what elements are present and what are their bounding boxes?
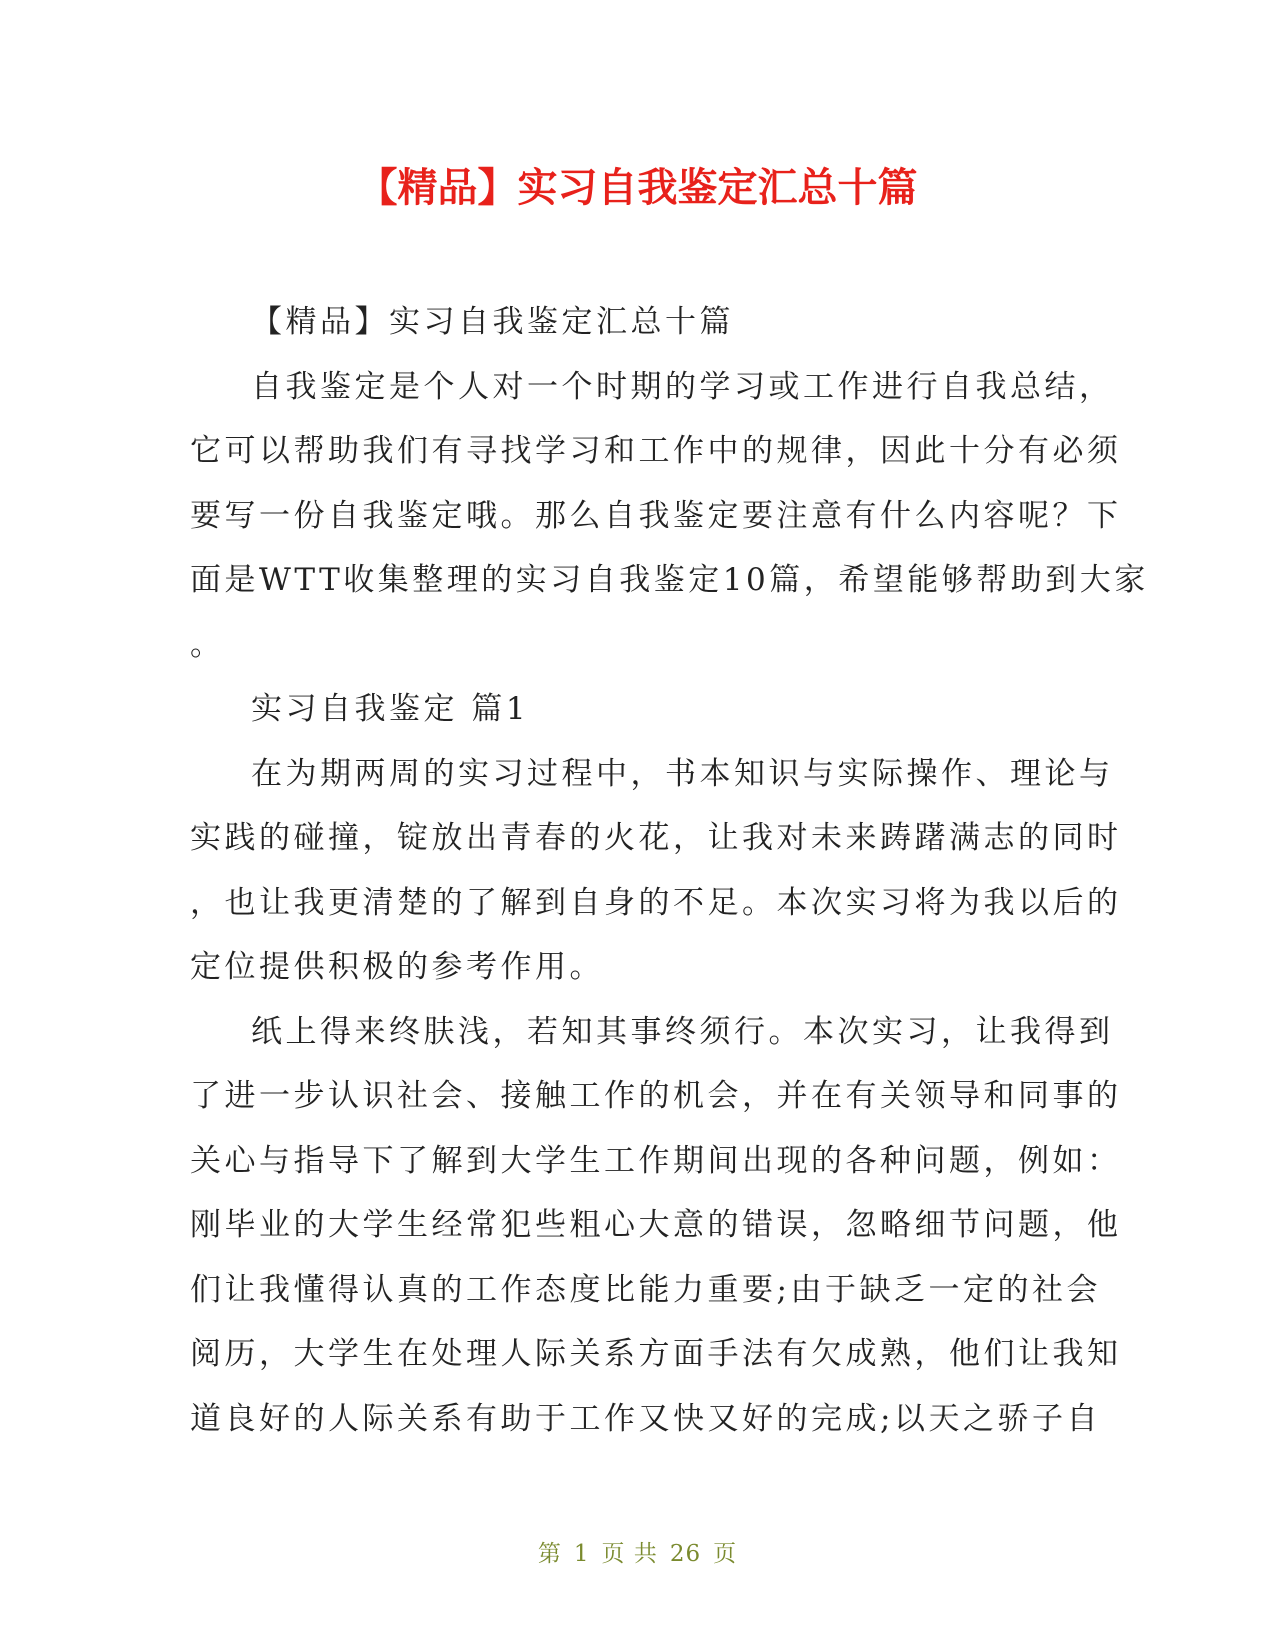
paragraph-line: 关心与指导下了解到大学生工作期间出现的各种问题，例如：: [190, 1142, 1122, 1179]
document-title: 【精品】实习自我鉴定汇总十篇: [357, 165, 918, 211]
paragraph-line: 在为期两周的实习过程中，书本知识与实际操作、理论与: [251, 755, 1114, 792]
footer-current-page: 1: [573, 1541, 590, 1567]
paragraph-line: 道良好的人际关系有助于工作又快又好的完成;以天之骄子自: [190, 1400, 1101, 1437]
document-body: [190, 290, 1149, 1451]
paragraph-line: 纸上得来终肤浅，若知其事终须行。本次实习，让我得到: [251, 1013, 1114, 1050]
paragraph-line: 了进一步认识社会、接触工作的机会，并在有关领导和同事的: [190, 1078, 1122, 1114]
paragraph-line: 面是WTT收集整理的实习自我鉴定10篇，希望能够帮助到大家: [190, 562, 1149, 598]
paragraph-line: 们让我懂得认真的工作态度比能力重要;由于缺乏一定的社会: [190, 1271, 1101, 1308]
paragraph-line: 阅历，大学生在处理人际关系方面手法有欠成熟，他们让我知: [190, 1336, 1122, 1372]
page-footer: [0, 1535, 1275, 1568]
section-heading: 实习自我鉴定 篇1: [251, 691, 530, 727]
paragraph-line: 实践的碰撞，锭放出青春的火花，让我对未来踌躇满志的同时: [190, 820, 1122, 856]
paragraph-line: 定位提供积极的参考作用。: [190, 949, 604, 985]
paragraph-line: 。: [190, 626, 225, 663]
paragraph-line: 它可以帮助我们有寻找学习和工作中的规律，因此十分有必须: [190, 433, 1122, 469]
footer-prefix: 第: [537, 1541, 562, 1567]
paragraph-line: 要写一份自我鉴定哦。那么自我鉴定要注意有什么内容呢？下: [190, 497, 1122, 534]
footer-total-pages: 26: [669, 1541, 702, 1567]
paragraph-line: 【精品】实习自我鉴定汇总十篇: [251, 304, 734, 340]
paragraph-line: 自我鉴定是个人对一个时期的学习或工作进行自我总结，: [251, 368, 1114, 405]
paragraph-line: ，也让我更清楚的了解到自身的不足。本次实习将为我以后的: [190, 884, 1122, 921]
paragraph-line: 刚毕业的大学生经常犯些粗心大意的错误，忽略细节问题，他: [190, 1207, 1122, 1243]
footer-middle: 页 共: [601, 1541, 658, 1567]
footer-suffix: 页: [713, 1541, 738, 1567]
